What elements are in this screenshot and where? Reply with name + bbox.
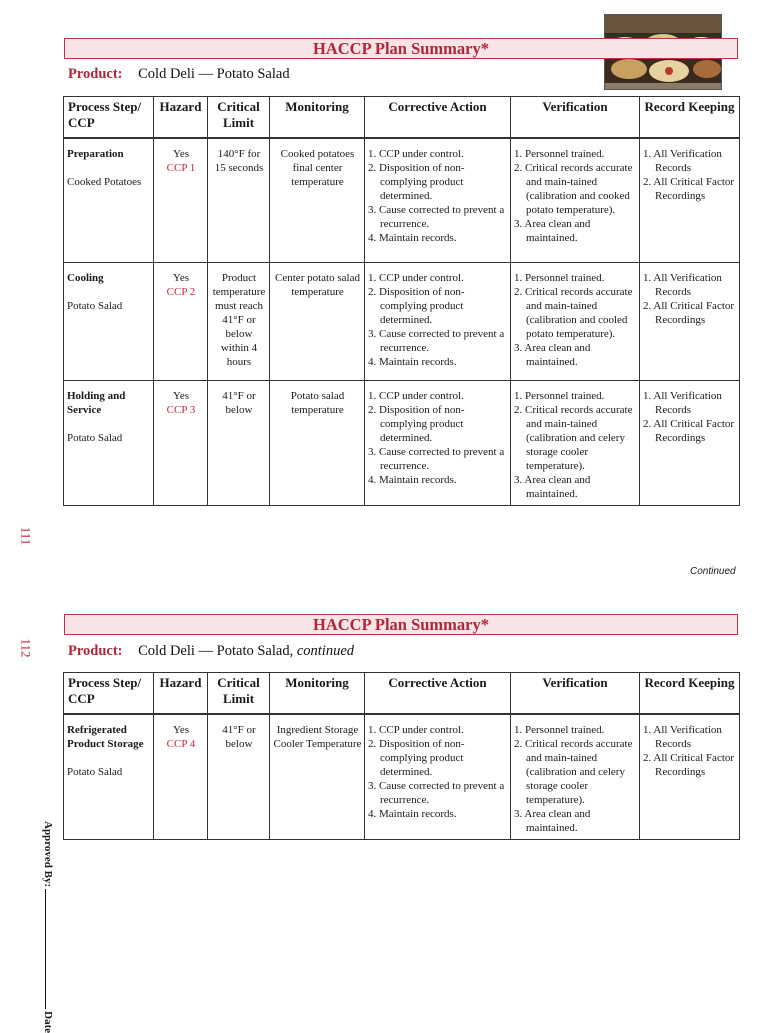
section1-product [68,66,290,83]
product-value: Cold Deli — Potato Salad [138,66,290,82]
verification-cell: 1. Personnel trained. 2. Critical records accurate and main-tained (calibration and celery storage cooler temperature). 3. Area clean and maintained. [511,714,640,840]
verification-cell: 1. Personnel trained. 2. Critical records accurate and main-tained (calibration and cooled potato temperature). 3. Area clean and maintained. [511,262,640,380]
hazard-cell: Yes CCP 3 [154,380,208,505]
section2-title: HACCP Plan Summary* [64,614,738,635]
product-value: Cold Deli — Potato Salad, continued [138,643,355,659]
records-cell: 1. All Verification Records 2. All Critical Factor Recordings [640,262,740,380]
approved-by-line: Approved By:Date [42,821,54,1033]
product-label: Product: [68,66,123,82]
step-cell: Cooling Potato Salad [64,262,154,380]
table-header-row [64,673,740,715]
monitoring-cell: Center potato salad temperature [270,262,365,380]
records-cell: 1. All Verification Records 2. All Critical Factor Recordings [640,138,740,262]
monitoring-cell: Ingredient Storage Cooler Temperature [270,714,365,840]
col-header-limit: Critical Limit [208,97,270,139]
col-header-limit: Critical Limit [208,673,270,715]
limit-cell: 41°F or below [208,714,270,840]
table-row [64,380,740,505]
haccp-table-2 [63,672,740,840]
table-row [64,262,740,380]
step-cell: Holding and Service Potato Salad [64,380,154,505]
step-cell: Preparation Cooked Potatoes [64,138,154,262]
records-cell: 1. All Verification Records 2. All Critical Factor Recordings [640,380,740,505]
page-number-111: 111 [18,526,34,546]
col-header-monitoring: Monitoring [270,673,365,715]
monitoring-cell: Potato salad temperature [270,380,365,505]
hazard-cell: Yes CCP 1 [154,138,208,262]
hazard-cell: Yes CCP 4 [154,714,208,840]
haccp-table-1 [63,96,740,506]
verification-cell: 1. Personnel trained. 2. Critical records accurate and main-tained (calibration and celery storage cooler temperature). 3. Area clean and maintained. [511,380,640,505]
corrective-cell: 1. CCP under control. 2. Disposition of non-complying product determined. 3. Cause corrected to prevent a recurrence. 4. Maintain records. [365,138,511,262]
corrective-cell: 1. CCP under control. 2. Disposition of non-complying product determined. 3. Cause corrected to prevent a recurrence. 4. Maintain records. [365,714,511,840]
verification-cell: 1. Personnel trained. 2. Critical records accurate and main-tained (calibration and cooked potato temperature). 3. Area clean and maintained. [511,138,640,262]
table-row [64,138,740,262]
col-header-hazard: Hazard [154,673,208,715]
ccp-label: CCP 4 [166,738,196,750]
records-cell: 1. All Verification Records 2. All Critical Factor Recordings [640,714,740,840]
col-header-monitoring: Monitoring [270,97,365,139]
col-header-verification: Verification [511,673,640,715]
ccp-label: CCP 2 [166,285,196,298]
col-header-corrective: Corrective Action [365,97,511,139]
col-header-records: Record Keeping [640,673,740,715]
col-header-hazard: Hazard [154,97,208,139]
corrective-cell: 1. CCP under control. 2. Disposition of non-complying product determined. 3. Cause corrected to prevent a recurrence. 4. Maintain records. [365,380,511,505]
col-header-step: Process Step/ CCP [64,97,154,139]
col-header-step: Process Step/ CCP [64,673,154,715]
col-header-corrective: Corrective Action [365,673,511,715]
col-header-verification: Verification [511,97,640,139]
ccp-label: CCP 1 [166,162,196,174]
corrective-cell: 1. CCP under control. 2. Disposition of non-complying product determined. 3. Cause corrected to prevent a recurrence. 4. Maintain records. [365,262,511,380]
monitoring-cell: Cooked potatoes final center temperature [270,138,365,262]
table-header-row [64,97,740,139]
ccp-label: CCP 3 [166,403,196,416]
product-label: Product: [68,643,123,659]
limit-cell: 140°F for 15 seconds [208,138,270,262]
section1-title: HACCP Plan Summary* [64,38,738,59]
table-row [64,714,740,840]
hazard-cell: Yes CCP 2 [154,262,208,380]
section2-product [68,643,354,660]
limit-cell: Product temperature must reach 41°F or below within 4 hours [208,262,270,380]
col-header-records: Record Keeping [640,97,740,139]
page-number-112: 112 [18,638,34,658]
continued-note: Continued [690,566,736,577]
limit-cell: 41°F or below [208,380,270,505]
step-cell: Refrigerated Product Storage Potato Salad [64,714,154,840]
